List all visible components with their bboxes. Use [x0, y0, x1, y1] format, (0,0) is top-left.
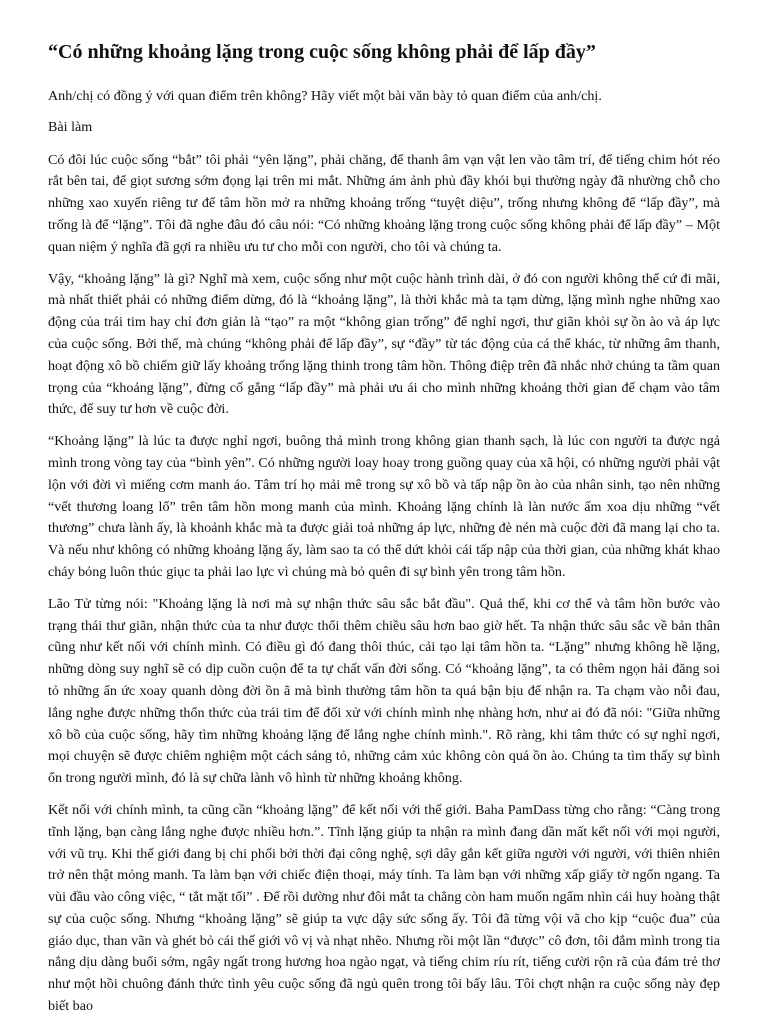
- paragraph-3: “Khoảng lặng” là lúc ta được nghỉ ngơi, buông thả mình trong không gian thanh sạch, là lúc con người ta được ngả mình trong vòng tay của “bình yên”. Có những người loay hoay trong guồng quay của xã hội, có những người phải vật lộn với đời vì miếng cơm manh áo. Tâm trí họ mải mê trong sự xô bồ và tấp nập ồn ào của nhân sinh, tạo nên những “vết thương loang lổ” trên tâm hồn mong manh của mình. Khoảng lặng chính là làn nước ấm xoa dịu những “vết thương” chưa lành ấy, là khoảnh khắc mà ta được giải toả những áp lực, những đè nén mà cuộc đời đã mang lại cho ta. Và nếu như không có những khoảng lặng ấy, làm sao ta có thể dứt khỏi cái tấp nập của thời gian, của những khát khao cháy bỏng luôn thúc giục ta phải lao lực vì chúng mà bỏ quên đi sự bình yên trong tâm hồn.: [48, 433, 720, 580]
- paragraph-4: Lão Tử từng nói: "Khoảng lặng là nơi mà sự nhận thức sâu sắc bắt đầu". Quả thế, khi cơ thể và tâm hồn bước vào trạng thái thư giãn, nhận thức của ta như được thổi thêm chiều sâu hơn bao giờ hết. Ta nhận thức sâu sắc về bản thân cũng như kết nối với chính mình. Có điều gì đó đang thôi thúc, cải tạo lại tâm hồn ta. “Lặng” nhưng không hề lặng, những dòng suy nghĩ sẽ có dịp cuồn cuộn để ta tự chất vấn đời sống. Có “khoảng lặng”, ta có thêm ngọn hải đăng soi tỏ những ẩn ức xoay quanh dòng đời ồn ã mà bình thường tâm hồn ta quá bận bịu để nhận ra. Ta chạm vào nỗi đau, lắng nghe được những thổn thức của trái tim để đối xử với chính mình nhẹ nhàng hơn, như ai đó đã nói: "Giữa những xô bồ của cuộc sống, hãy tìm những khoảng lặng để lắng nghe chính mình.". Rõ ràng, khi tâm thức có sự nghỉ ngơi, mọi chuyện sẽ được chiêm nghiệm một cách sáng tỏ, những cảm xúc không còn quá ồn ào. Chúng ta tìm thấy sự bình ổn trong người mình, đó là sự chữa lành vô hình từ những khoảng không.: [48, 595, 720, 787]
- document-title: “Có những khoảng lặng trong cuộc sống không phải để lấp đầy”: [48, 41, 596, 63]
- answer-label: Bài làm: [48, 118, 93, 135]
- paragraph-2: Vậy, “khoảng lặng” là gì? Nghĩ mà xem, cuộc sống như một cuộc hành trình dài, ở đó con người không thể cứ đi mãi, mà nhất thiết phải có những điểm dừng, đó là “khoảng lặng”, là thời khắc mà ta tạm dừng, lặng mình nghe những xao động của trái tim hay chỉ đơn giản là “tạo” ra một “không gian trống” để nghỉ ngơi, thư giãn khỏi sự ồn ào và áp lực của cuộc sống. Bởi thế, mà chúng “không phải để lấp đầy”, sự “đầy” từ tác động của cá thể khác, từ những âm thanh, hoạt động xô bồ chiếm giữ lấy khoảng trống lặng thinh trong tâm hồn. Thông điệp trên đã nhắc nhở chúng ta tầm quan trọng của “khoảng lặng”, đừng cố gắng “lấp đầy” mà phải ưu ái cho mình những khoảng thời gian để chạm vào tâm thức, để suy tư hơn về cuộc đời.: [48, 270, 720, 418]
- essay-prompt: Anh/chị có đồng ý với quan điểm trên không? Hãy viết một bài văn bày tỏ quan điểm của anh/chị.: [48, 88, 602, 104]
- paragraph-5: Kết nối với chính mình, ta cũng cần “khoảng lặng” để kết nối với thế giới. Baha PamDass từng cho rằng: “Càng trong tĩnh lặng, bạn càng lắng nghe được nhiều hơn.”. Tĩnh lặng giúp ta nhận ra mình đang dần mất kết nối với mọi người, với vũ trụ. Khi thế giới đang bị chi phối bởi thời đại công nghệ, sợi dây gắn kết giữa người với người, với thiên nhiên trở nên thật mỏng manh. Ta làm bạn với chiếc điện thoại, máy tính. Ta làm bạn với những xấp giấy tờ ngổn ngang. Ta vùi đầu vào công việc, “ tắt mặt tối” . Để rồi dường như đôi mắt ta chẳng còn ham muốn ngẩm nhìn cái huy hoàng thật sự của cuộc sống. Nhưng “khoảng lặng” sẽ giúp ta vực dậy sức sống ấy. Tôi đã từng vội vã cho kịp “cuộc đua” của giáo dục, than vãn và ghét bỏ cái thế giới vô vị và nhạt nhẽo. Nhưng rồi một lần “được” cô đơn, tôi đắm mình trong tia nắng dịu dàng buổi sớm, ngây ngất trong hương hoa ngào ngạt, và tiếng chim ríu rít, tiếng cười rộn rã của đám trẻ thơ như một hồi chuông đánh thức tình yêu cuộc sống đã ngủ quên trong tôi bấy lâu. Tôi chợt nhận ra cuộc sống này đẹp biết bao: [48, 801, 720, 1015]
- paragraph-1: Có đôi lúc cuộc sống “bắt” tôi phải “yên lặng”, phải chăng, để thanh âm vạn vật len vào tâm trí, để tiếng chim hót réo rắt bên tai, để giọt sương sớm đọng lại trên mi mắt. Những ám ảnh phủ đầy khói bụi thường ngày đã nhường chỗ cho những xao xuyến riêng tư để tâm hồn mở ra những khoảng trống “tuyệt diệu”, trống nhưng không để “lấp đầy”, mà trống là để “lặng”. Tôi đã nghe đâu đó câu nói: “Có những khoảng lặng trong cuộc sống không phải để lấp đầy” – Một quan niệm ý nghĩa đã gợi ra nhiều ưu tư cho mỗi con người, cho tôi và chúng ta.: [48, 151, 720, 255]
